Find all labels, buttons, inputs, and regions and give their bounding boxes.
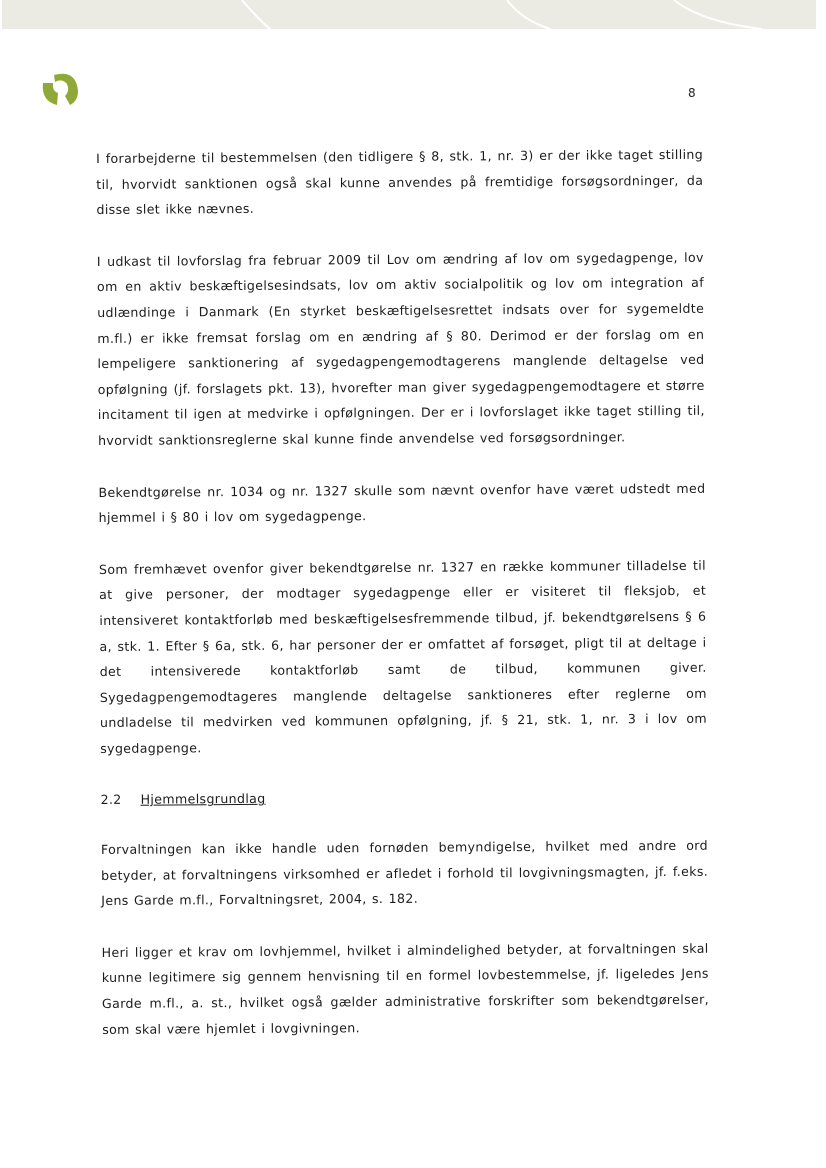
paragraph: Som fremhævet ovenfor giver bekendtgørelse nr. 1327 en række kommuner tilladelse til at give personer, der modtager sygedagpenge eller er visiteret til fleksjob, et intensiveret kontaktforløb med beskæftigelsesfremmende tilbud, jf. bekendtgørelsens § 6 a, stk. 1. Efter § 6a, stk. 6, har personer der er omfattet af forsøget, pligt til at deltage i det intensiverede kontaktforløb samt de tilbud, kommunen giver. Sygedagpengemodtageres manglende deltagelse sanktioneres efter reglerne om undladelse til medvirken ved kommunen opfølgning, jf. § 21, stk. 1, nr. 3 i lov om sygedagpenge. bbox=[98, 557, 708, 756]
page-number: 8 bbox=[688, 86, 696, 100]
decorative-curves bbox=[2, 0, 816, 29]
header-band bbox=[2, 0, 816, 29]
paragraph: I forarbejderne til bestemmelsen (den tidligere § 8, stk. 1, nr. 3) er der ikke taget stilling til, hvorvidt sanktionen også skal kunne anvendes på fremtidige forsøgsordninger, da disse slet ikke nævnes. bbox=[96, 146, 704, 218]
section-title: Hjemmelsgrundlag bbox=[140, 791, 266, 808]
paragraph: I udkast til lovforslag fra februar 2009 til Lov om ændring af lov om sygedagpenge, lov om en aktiv beskæftigelsesindsats, lov om aktiv socialpolitik og lov om integration af udlændinge i Danmark (En styrket beskæftigelsesrettet indsats over for sygemeldte m.fl.) er ikke fremsat forslag om en ændring af § 80. Derimod er der forslag om en lempeligere sanktionering af sygedagpengemodtagerens manglende deltagelse ved opfølgning (jf. forslagets pkt. 13), hvorefter man giver sygedagpengemodtagere et større incitament til igen at medvirke i opfølgningen. Der er i lovforslaget ikke taget stilling til, hvorvidt sanktionsreglerne skal kunne finde anvendelse ved forsøgsordninger. bbox=[96, 249, 705, 448]
arc-logo-icon bbox=[40, 71, 80, 107]
section-number: 2.2 bbox=[100, 792, 122, 808]
paragraph: Bekendtgørelse nr. 1034 og nr. 1327 skulle som nævnt ovenfor have været udstedt med hjemmel i § 80 i lov om sygedagpenge. bbox=[98, 480, 706, 526]
paragraph: Forvaltningen kan ikke handle uden fornøden bemyndigelse, hvilket med andre ord betyder, at forvaltningens virksomhed er afledet i forhold til lovgivningsmagten, jf. f.eks. Jens Garde m.fl., Forvaltningsret, 2004, s. 182. bbox=[100, 837, 709, 909]
section-heading bbox=[100, 783, 707, 813]
document-body bbox=[96, 142, 709, 1068]
paragraph: Heri ligger et krav om lovhjemmel, hvilket i almindelighed betyder, at forvaltningen skal kunne legitimere sig gennem henvisning til en formel lovbestemmelse, jf. ligeledes Jens Garde m.fl., a. st., hvilket også gælder administrative forskrifter som bekendtgørelser, som skal være hjemlet i lovgivningen. bbox=[101, 940, 710, 1037]
